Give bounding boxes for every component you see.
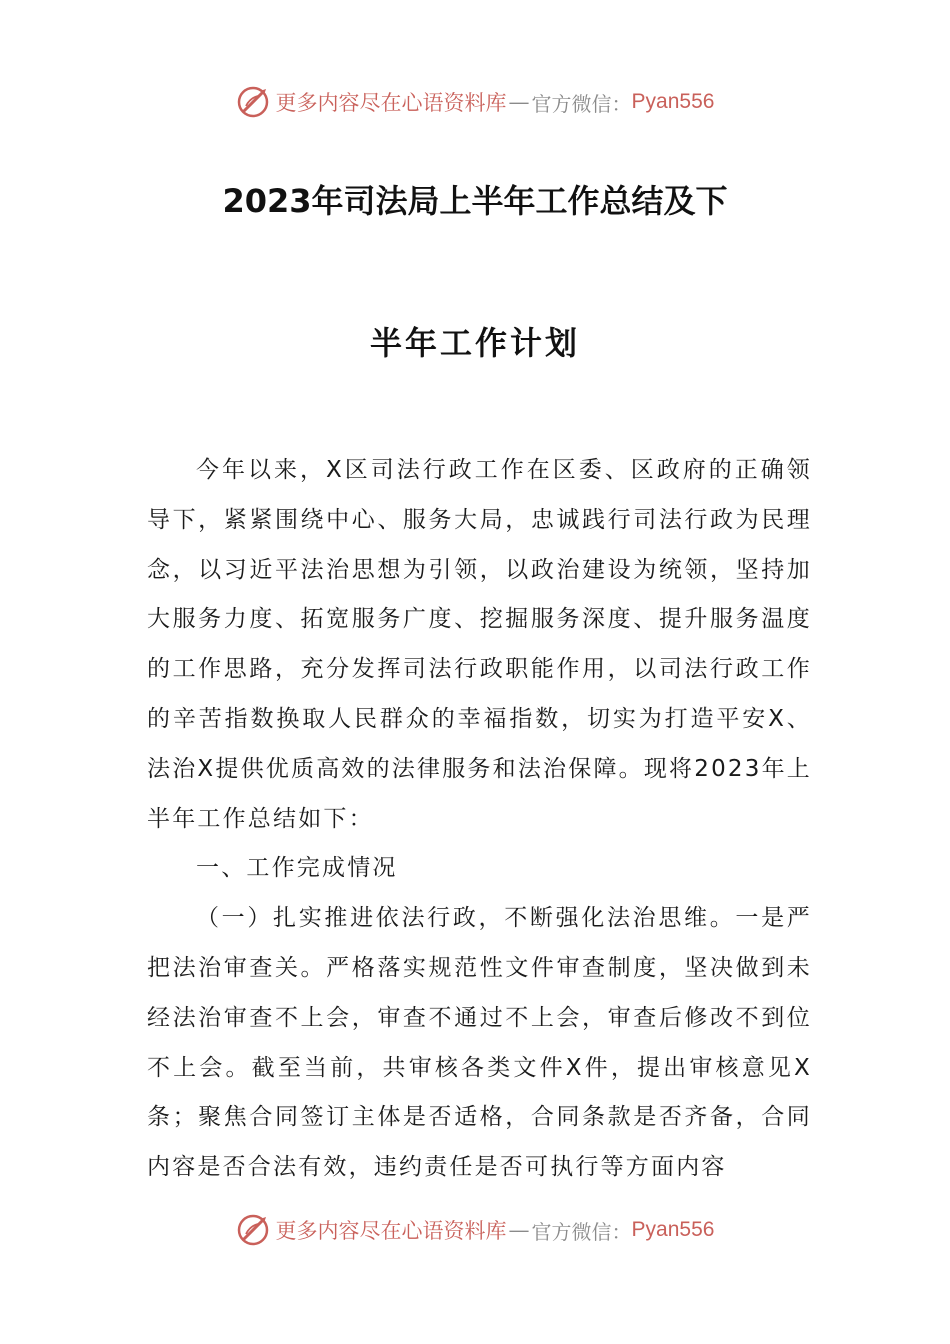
- section-heading: 一、工作完成情况: [196, 855, 398, 882]
- banner-wechat-label: 官方微信：: [531, 91, 632, 116]
- pen-logo-icon: [236, 84, 272, 120]
- document-title-line-1: 2023年司法局上半年工作总结及下: [222, 182, 728, 220]
- footer-watermark-banner: [0, 1212, 950, 1248]
- banner-text: 更多内容尽在心语资料库: [275, 1219, 507, 1243]
- paragraph-intro: 今年以来，X区司法行政工作在区委、区政府的正确领导下，紧紧围绕中心、服务大局，忠诚践行司法行政为民理念，以习近平法治思想为引领，以政治建设为统领，坚持加大服务力度、拓宽服务广度、挖掘服务深度、提升服务温度的工作思路，充分发挥司法行政职能作用，以司法行政工作的辛苦指数换取人民群众的幸福指数，切实为打造平安X、法治X提供优质高效的法律服务和法治保障。现将2023年上半年工作总结如下：: [147, 457, 812, 832]
- paragraph-section-1: （一）扎实推进依法行政，不断强化法治思维。一是严把法治审查关。严格落实规范性文件审查制度，坚决做到未经法治审查不上会，审查不通过不上会，审查后修改不到位不上会。截至当前，共审核各类文件X件，提出审核意见X条；聚焦合同签订主体是否适格，合同条款是否齐备，合同内容是否合法有效，违约责任是否可执行等方面内容: [147, 905, 812, 1181]
- pen-logo-icon: [236, 1212, 272, 1248]
- document-title-line-2: 半年工作计划: [369, 324, 580, 362]
- banner-wechat-label: 官方微信：: [531, 1219, 632, 1244]
- banner-text: 更多内容尽在心语资料库: [275, 91, 507, 115]
- banner-wechat-id: Pyan556: [631, 90, 715, 113]
- banner-separator: —: [508, 1218, 530, 1242]
- banner-separator: —: [508, 90, 530, 114]
- banner-wechat-id: Pyan556: [631, 1218, 715, 1241]
- document-body: [147, 446, 812, 1193]
- header-watermark-banner: [0, 84, 950, 120]
